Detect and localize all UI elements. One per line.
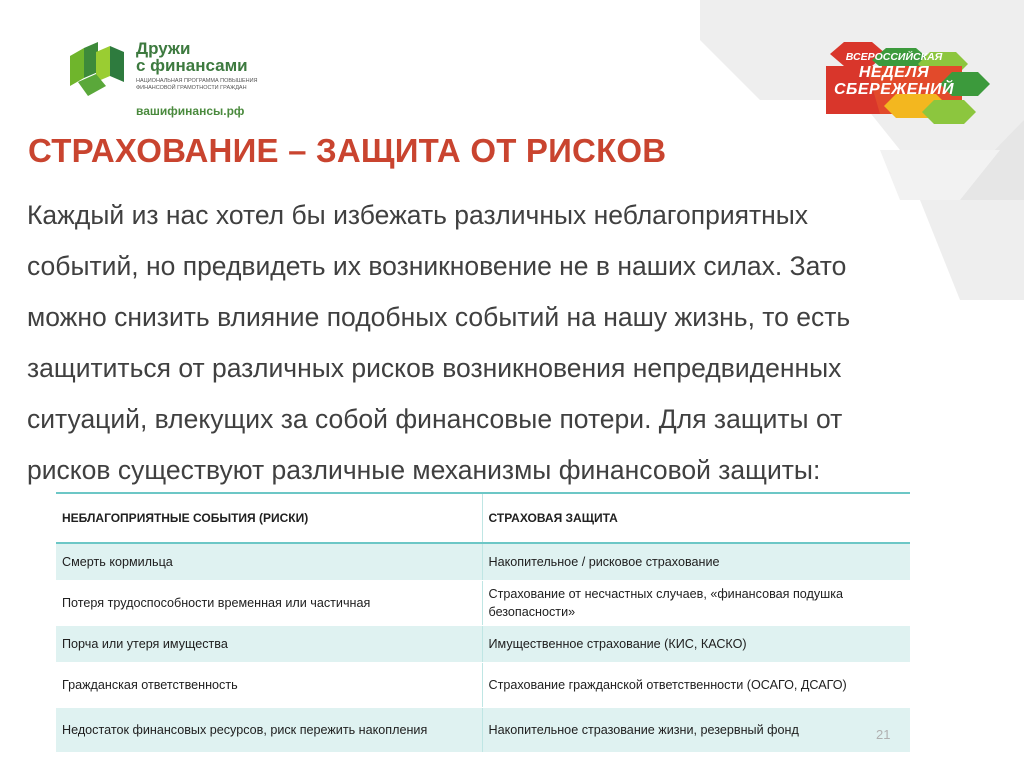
risk-cell: Недостаток финансовых ресурсов, риск пережить накопления: [56, 708, 482, 753]
table-row: [56, 581, 910, 626]
paragraph-line: ситуаций, влекущих за собой финансовые потери. Для защиты от: [27, 404, 843, 434]
table-row: [56, 663, 910, 708]
slide-title: СТРАХОВАНИЕ – ЗАЩИТА ОТ РИСКОВ: [28, 132, 667, 169]
header-protection: СТРАХОВАЯ ЗАЩИТА: [488, 511, 618, 525]
protection-cell: Имущественное страхование (КИС, КАСКО): [482, 626, 910, 663]
logo-title: [136, 40, 248, 74]
paragraph-line: событий, но предвидеть их возникновение не в наших силах. Зато: [27, 251, 847, 281]
logo-title-line2: с финансами: [136, 56, 248, 75]
table-row: [56, 708, 910, 753]
badge-line2: НЕДЕЛЯ: [858, 64, 930, 81]
badge-line1: ВСЕРОССИЙСКАЯ: [845, 51, 943, 63]
paragraph-line: можно снизить влияние подобных событий на нашу жизнь, то есть: [27, 302, 851, 332]
logo-subtitle-line2: ФИНАНСОВОЙ ГРАМОТНОСТИ ГРАЖДАН: [136, 84, 247, 91]
protection-cell: Накопительное стразование жизни, резервный фонд: [482, 708, 910, 753]
logo-website: вашифинансы.рф: [136, 104, 245, 118]
risk-cell: Потеря трудоспособности временная или частичная: [56, 581, 482, 626]
program-logo: [66, 38, 306, 124]
protection-cell: Страхование от несчастных случаев, «финансовая подушка безопасности»: [482, 581, 910, 626]
risk-cell: Смерть кормильца: [56, 543, 482, 581]
page-number: 21: [876, 727, 891, 742]
badge-line3: СБЕРЕЖЕНИЙ: [834, 81, 954, 98]
intro-paragraph: [27, 190, 927, 496]
risk-cell: Гражданская ответственность: [56, 663, 482, 708]
risks-table: [56, 492, 910, 753]
paragraph-line: защититься от различных рисков возникновения непредвиденных: [27, 353, 842, 383]
logo-subtitle: [136, 78, 276, 91]
druzhi-s-finansami-logo-icon: [66, 42, 128, 96]
badge-text: [826, 51, 962, 98]
table-row: [56, 626, 910, 663]
table-row: [56, 543, 910, 581]
table-header-row: [56, 493, 910, 543]
savings-week-badge: [826, 42, 991, 130]
logo-subtitle-line1: НАЦИОНАЛЬНАЯ ПРОГРАММА ПОВЫШЕНИЯ: [136, 78, 258, 84]
protection-cell: Накопительное / рисковое страхование: [482, 543, 910, 581]
protection-cell: Страхование гражданской ответственности (ОСАГО, ДСАГО): [482, 663, 910, 708]
paragraph-line: Каждый из нас хотел бы избежать различных неблагоприятных: [27, 200, 809, 230]
paragraph-line: рисков существуют различные механизмы финансовой защиты:: [27, 455, 821, 485]
risk-cell: Порча или утеря имущества: [56, 626, 482, 663]
logo-title-line1: Дружи: [136, 39, 191, 58]
header-risks: НЕБЛАГОПРИЯТНЫЕ СОБЫТИЯ (РИСКИ): [56, 493, 482, 543]
